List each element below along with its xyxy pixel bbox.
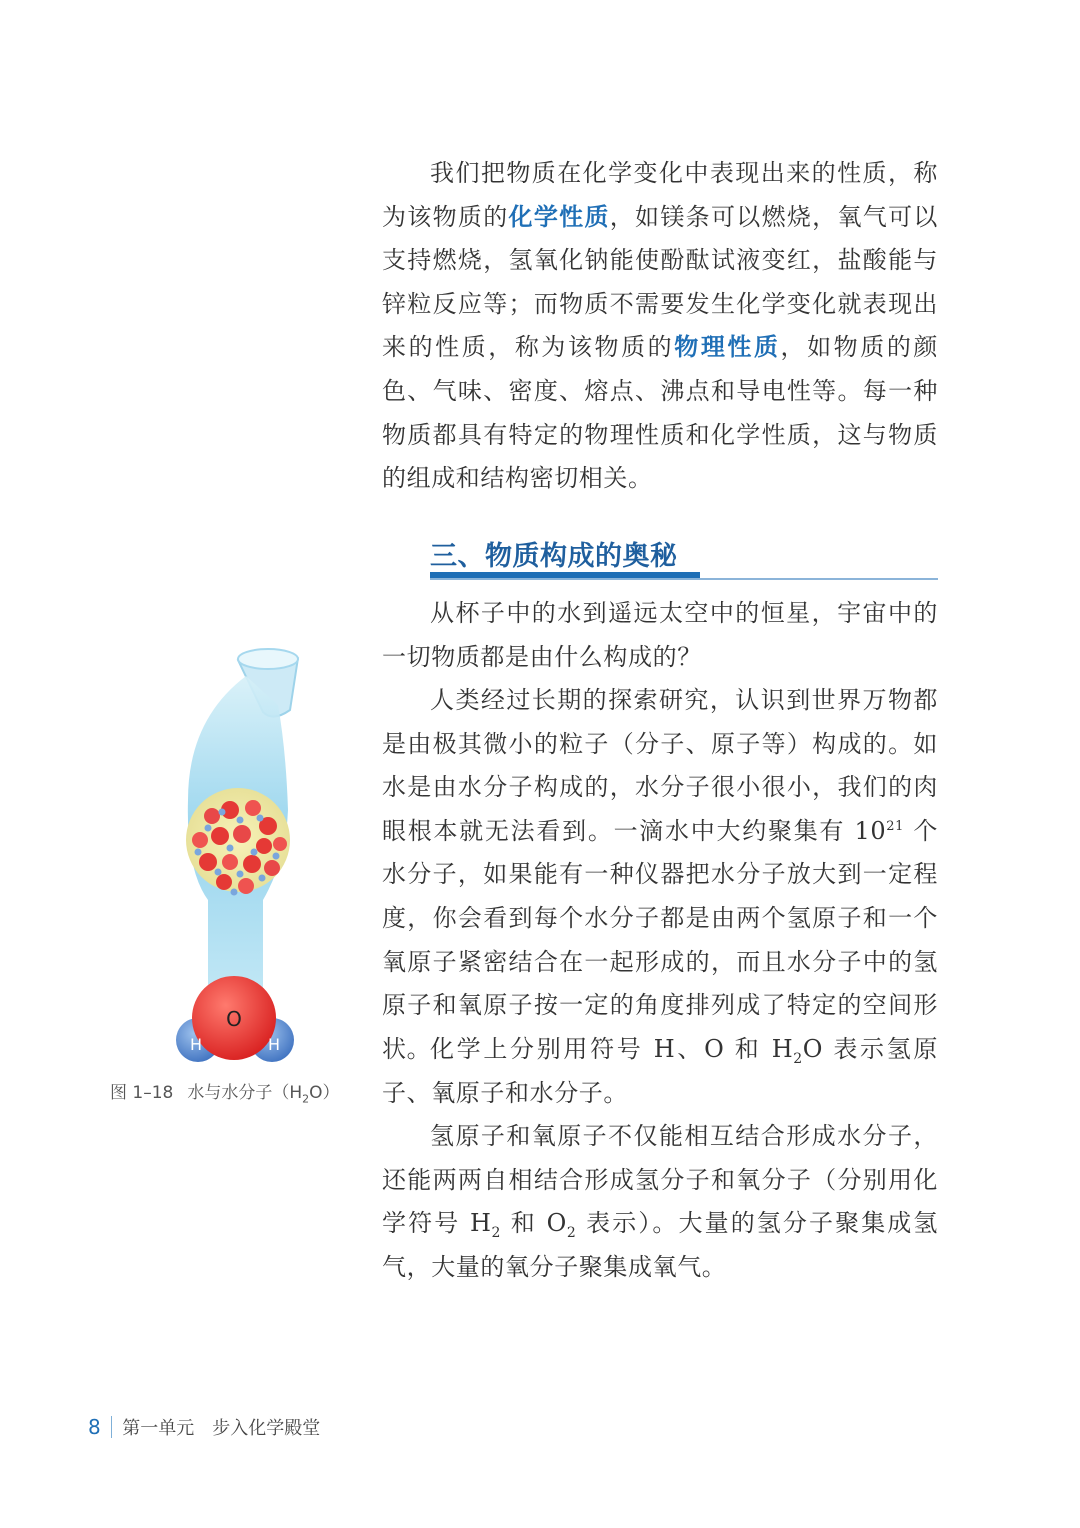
subscript: 2 (566, 1224, 577, 1241)
caption-text: O） (309, 1083, 340, 1103)
h2o-molecule (176, 976, 294, 1062)
figure-caption (110, 1078, 340, 1106)
text-segment: 表示）。大量的氢分子聚集成氢气，大量的氧分子聚集成氧气。 (382, 1209, 938, 1281)
hydrogen-label-right: H (267, 1035, 281, 1054)
text-segment: ，如镁条可以燃烧，氧气可以支持燃烧，氢氧化钠能使酚酞试液变红，盐酸能与锌粒反应等；而物质不需要发生化学变化就表现出来的性质，称为该物质的 (382, 202, 938, 362)
term-chemical-property: 化学性质 (508, 202, 610, 231)
section-title: 三、物质构成的奥秘 (430, 541, 678, 572)
water-molecule-illustration (168, 640, 308, 1070)
paragraph-properties (382, 152, 938, 501)
section-rule-thin (430, 578, 938, 580)
page-footer (88, 1414, 320, 1440)
text-segment: 人类经过长期的探索研究，认识到世界万物都是由极其微小的粒子（分子、原子等）构成的。如水是由水分子构成的，水分子很小很小，我们的肉眼根本就无法看到。一滴水中大约聚集有 10 (382, 686, 938, 845)
text-segment: O 表示氢原子、氧原子和水分子。 (382, 1035, 938, 1107)
paragraph-molecules (382, 679, 938, 1071)
footer-divider (111, 1416, 113, 1438)
paragraph-question: 从杯子中的水到遥远太空中的恒星，宇宙中的一切物质都是由什么构成的？ (382, 599, 938, 671)
text-segment: 我们把物质在化学变化中表现出来的性质，称为该物质的 (382, 159, 938, 231)
text-segment: 和 O (501, 1209, 567, 1238)
chapter-label: 第一单元 (122, 1418, 195, 1439)
chapter-title: 步入化学殿堂 (212, 1418, 321, 1439)
figure-number: 图 1–18 (110, 1083, 174, 1103)
text-segment: ，如物质的颜色、气味、密度、熔点、沸点和导电性等。每一种物质都具有特定的物理性质和化学性质，这与物质的组成和结构密切相关。 (382, 333, 938, 493)
oxygen-label: O (226, 1007, 242, 1031)
subscript: 2 (491, 1224, 502, 1241)
page-number: 8 (88, 1415, 101, 1439)
water-molecule-figure (168, 640, 308, 1070)
text-segment: 氢原子和氧原子不仅能相互结合形成水分子，还能两两自相结合形成氢分子和氧分子（分别用化学符号 H (382, 1122, 938, 1238)
subscript: 2 (793, 1050, 803, 1067)
paragraph-hydrogen-oxygen (382, 1115, 938, 1289)
term-physical-property: 物理性质 (674, 333, 781, 362)
paragraph-symbols (382, 1028, 938, 1115)
hydrogen-label-left: H (189, 1035, 203, 1054)
exponent: 21 (886, 818, 905, 834)
subscript: 2 (302, 1092, 310, 1106)
text-segment: 化学上分别用符号 H、O 和 H (430, 1035, 794, 1063)
caption-text: 水与水分子（H (187, 1083, 303, 1103)
text-segment: 个水分子，如果能有一种仪器把水分子放大到一定程度，你会看到每个水分子都是由两个氢原子和一个氧原子紧密结合在一起形成的，而且水分子中的氢原子和氧原子按一定的角度排列成了特定的空间形状。 (382, 816, 938, 1063)
